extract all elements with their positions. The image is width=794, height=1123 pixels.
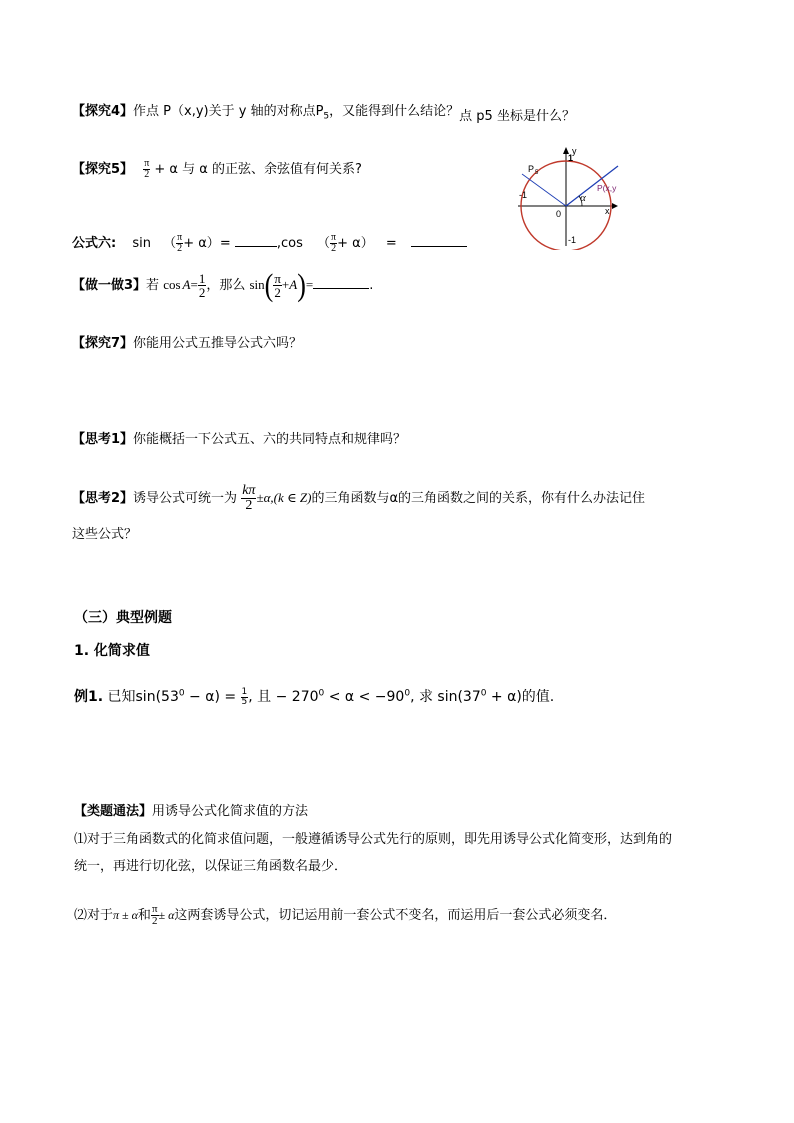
method-p2a: ⑵对于 [74,908,114,923]
explore5-text: + α 与 α 的正弦、余弦值有何关系? [154,162,362,177]
terminal-side-p5 [522,174,566,206]
example1-frac-num: 1 [241,686,248,697]
formula6-comma: , [276,236,281,251]
formula6-line [72,232,467,254]
think2-text-a: 诱导公式可统一为 [133,491,238,506]
explore4-line [72,100,575,122]
explore4-text-c: 点 p5 坐标是什么？ [459,109,575,124]
method-p1: ⑴对于三角函数式的化简求值问题，一般遵循诱导公式先行的原则，即先用诱导公式化简变形，达到角的 [74,832,673,847]
think1-line [72,428,406,447]
doit3-eq: = [190,277,198,292]
explore5-frac [143,159,150,180]
example1-deg1: 0 [318,688,325,699]
example1-deg0: 0 [178,688,185,699]
example1-text-b: − α) = [184,689,241,705]
formula6-frac-2-den: 2 [331,243,337,254]
example1-line [74,686,554,707]
formula6-plus-alpha-1: + α [183,236,207,251]
doit3-period: . [369,278,374,293]
alpha-label: α [580,192,586,204]
method-title-line [74,800,308,819]
doit3-frac-den: 2 [198,285,206,300]
doit3-blank [313,276,369,289]
doit3-cos: cos [163,277,181,292]
formula6-frac-2-num: π [331,232,337,243]
formula6-rparen-2: ） [360,236,374,251]
think2-pm: ±α,(k ∈ Z) [256,490,312,505]
example1-frac-den: 5 [241,696,248,707]
think2-line-2 [72,523,137,542]
doit3-frac-pi-num: π [274,271,281,286]
formula6-sin: sin [132,236,151,251]
think2-text-b: 的三角函数与α的三角函数之间的关系，你有什么办法记住 [311,491,646,506]
section-heading: （三）典型例题 [74,610,172,626]
example1-label: 例1. [74,689,104,705]
doit3-eq2: = [305,277,314,292]
method-p2b: 这两套诱导公式，切记运用前一套公式不变名，而运用后一套公式必须变名． [174,908,617,923]
formula6-plus-alpha-2: + α [337,236,361,251]
doit3-sin: sin [249,277,265,292]
section-subheading: 1. 化简求值 [74,643,150,659]
method-p2-he: 和 [137,908,151,923]
doit3-plus: + [281,277,290,292]
method-p1b: 统一，再进行切化弦，以保证三角函数名最少． [74,859,348,874]
explore4-sub: 5 [323,111,330,122]
x-label: x [605,206,610,216]
x-axis-arrow [612,203,618,209]
formula6-eq: = [219,236,231,251]
y-label: y [572,146,577,156]
example1-deg2: 0 [404,688,411,699]
method-p2-frac-num: π [151,903,158,915]
doit3-frac-pi [273,272,282,299]
explore7-tag: 【探究7】 [72,336,134,351]
think2-line [72,484,645,513]
one-top-label: 1 [568,153,574,163]
example1-deg3: 0 [480,688,487,699]
formula6-eq2: = [385,236,397,251]
neg-one-left-label: -1 [519,190,528,200]
explore5-frac-den: 2 [144,169,150,180]
explore5-tag: 【探究5】 [72,162,134,177]
formula6-lparen: （ [163,236,177,251]
explore7-line [72,332,302,351]
formula6-blank-cos [411,234,467,247]
explore5-frac-num: π [144,158,150,169]
formula6-blank-sin [235,234,277,247]
doit3-sep: ，那么 [206,278,246,293]
example1-text-a: 已知sin(53 [107,689,179,705]
formula6-label: 公式六: [72,236,117,251]
doit3-lparen: ( [264,267,274,303]
method-tag: 【类题通法】 [74,804,153,819]
method-p2-frac [151,904,159,927]
explore7-text: 你能用公式五推导公式六吗？ [133,336,303,351]
method-p2-line [74,904,616,927]
example1-text-e: , 求 sin(37 [410,689,481,705]
formula6-frac-1-num: π [177,232,183,243]
doit3-tag: 【做一做3】 [72,278,147,293]
doit3-A: A [182,277,191,292]
think2-frac-num: kπ [242,483,256,498]
p-point-label: P(x,y [597,183,617,193]
doit3-ruo: 若 [146,278,160,293]
method-p2-pi: π ± α [113,908,138,922]
think2-text-c: 这些公式？ [72,527,138,542]
think2-frac [241,484,256,513]
neg-one-bottom-label: -1 [568,235,577,245]
think2-frac-den: 2 [245,498,253,513]
method-p2-frac-den: 2 [151,915,158,927]
example1-text-f: + α)的值. [486,689,555,705]
think1-text: 你能概括一下公式五、六的共同特点和规律吗？ [133,432,407,447]
method-title: 用诱导公式化简求值的方法 [152,804,309,819]
unit-circle-diagram [516,146,628,250]
doit3-line [72,267,374,303]
example1-text-d: < α < −90 [324,689,405,705]
doit3-rparen: ) [297,267,306,303]
formula6-frac-1-den: 2 [177,243,183,254]
think2-tag: 【思考2】 [72,491,134,506]
p5-sub-label: 5 [535,170,539,176]
doit3-frac-pi-den: 2 [274,285,281,300]
explore5-line [72,158,362,180]
explore4-text-b: ，又能得到什么结论？ [329,104,460,119]
explore4-tag: 【探究4】 [72,104,134,119]
formula6-lparen-2: （ [317,236,331,251]
formula6-cos: cos [281,236,303,251]
doit3-frac-num: 1 [198,271,206,286]
method-p2-pm: ± α [158,908,175,922]
think1-tag: 【思考1】 [72,432,134,447]
origin-label: 0 [556,209,562,219]
doit3-A2: A [289,277,298,292]
explore4-text-a: 作点 P（x,y)关于 y 轴的对称点P [133,104,324,119]
example1-text-c: , 且 − 270 [248,689,319,705]
formula6-rparen: ） [206,236,220,251]
p5-label: P [528,164,535,174]
